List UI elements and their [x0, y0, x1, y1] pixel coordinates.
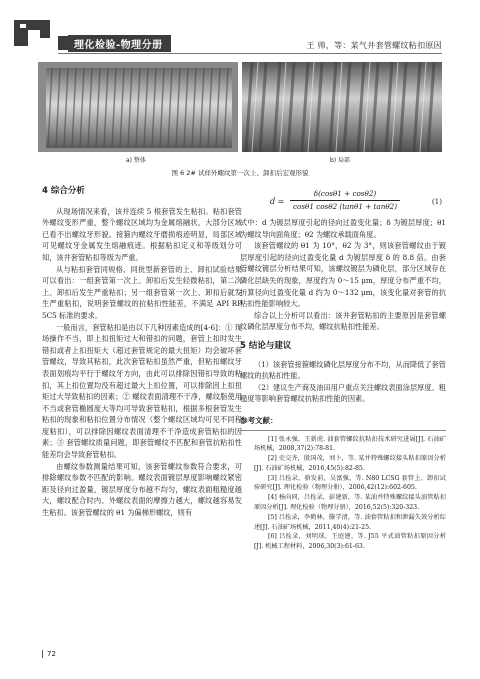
- page-number: 72: [42, 650, 56, 658]
- paragraph: 从与粘扣套管同规格、同批型新套管的上、卸扣试验结果可以看出：一组套管第一次上、卸扣后发生轻微粘扣，第二次上、卸扣后发生严重粘扣；另一组套管第一次上、卸扣后就发生严重粘扣，说明套管螺纹的抗粘扣性能差，不满足 API RP 5C5 标准的要求。: [42, 264, 242, 320]
- reference-item: [3] 吕拴录，骆发前，吴富强，等. N80 LCSG 套管上、卸扣试验研究[J]. 理化检验（物理分册），2006,42(12):602-605.: [254, 474, 446, 492]
- references-rule: [240, 430, 446, 431]
- conclusion-item: （1）该套管接箍螺纹磷化层厚度分布不均，从而降低了套管螺纹的抗粘扣性能。: [240, 359, 446, 381]
- references-title: 参考文献：: [240, 415, 278, 425]
- reference-item: [6] 吕拴录，刘明球，王庭建，等. J55 平式油管粘扣原因分析[J]. 机械工程材料，2006,30(3):61-63.: [254, 533, 446, 551]
- subcaption-a: a) 整体: [126, 157, 146, 164]
- subcaption-b: b) 局部: [330, 157, 351, 164]
- paragraph: 式中：d 为镀层厚度引起的径向过盈变化量；δ 为镀层厚度；θ1 为螺纹导向面角度；θ2 为螺纹承载面角度。: [240, 218, 446, 239]
- journal-logo-icon: [14, 16, 58, 50]
- reference-item: [1] 张永强，王新虎. 油套管螺纹抗粘扣技术研究进展[J]. 石油矿场机械，2008,37(2):78-81.: [254, 435, 446, 453]
- left-column: [42, 186, 242, 519]
- reference-item: [5] 吕拴录，李鹤林，滕学清，等. 油套管粘扣和泄漏失效分析综述[J]. 石油矿场机械，2011,40(4):21-25.: [254, 513, 446, 531]
- equation-fraction: [290, 188, 400, 212]
- section-4-title: 4 综合分析: [42, 186, 85, 196]
- equation-lhs: d =: [270, 197, 285, 206]
- right-column: [240, 188, 446, 552]
- section-5-title: 5 结论与建议: [240, 340, 292, 351]
- equation-numerator: δ(cosθ1 + cosθ2): [290, 188, 400, 201]
- paragraph: 一般而言，套管粘扣是由以下几种因素造成的[4-6]：① 现场操作不当，即上扣扭矩过大和错扣的问题，套管上扣时发生错扣或者上扣扭矩大（超过套管规定的最大扭矩）均会破坏套管螺纹，导致其粘扣，此次套管粘扣虽然严重，但粘扣螺纹牙表面划痕均平行于螺纹牙方向，由此可以排除因错扣导致的粘扣，其上扣位置均没有超过最大上扣位置，可以排除因上扣扭矩过大导致粘扣的因素；② 螺纹表面清理不干净，螺纹脂使用不当或套管椭圆度大等均可导致套管粘扣，根据多根套管发生粘扣的现象和粘扣位置分布情况（整个螺纹区域均可见不同程度粘扣），可以排除因螺纹表面清理不干净造成套管粘扣的因素；③ 套管螺纹质量问题，即套管螺纹不匹配和套管抗粘扣性能差均会导致套管粘扣。: [42, 322, 242, 460]
- journal-logo-text: 理化检验-物理分册: [68, 35, 171, 52]
- thread-whole-image: [38, 62, 238, 152]
- equation-number: (1): [431, 197, 442, 206]
- photo-whole-thread: [38, 62, 238, 152]
- reference-item: [2] 史交齐，殷国茂，刘卜，等. 某井特殊螺纹接头粘扣原因分析[J]. 石油矿场机械，2016,45(5):82-85.: [254, 455, 446, 472]
- paragraph: 由螺纹参数测量结果可知，该套管螺纹参数符合要求，可排除螺纹参数不匹配的影响。螺纹表面镀层厚度影响螺纹紧密距及径向过盈量，镀层厚度分布越不均匀，螺纹表面粗糙度越大，螺纹配合时内、外螺纹表面的摩擦力越大，螺纹越容易发生粘扣。该套管螺纹的 θ1 为偏梯形螺纹，则有: [42, 461, 242, 518]
- reference-item: [4] 杨向同，吕拴录，彭建新，等. 某油井特殊螺纹接头油管粘扣原因分析[J]. 理化检验（物理分册），2016,52(5):320-323.: [254, 494, 446, 512]
- photo-local-detail: [242, 62, 442, 152]
- equation-denominator: cosθ1 cosθ2 (tanθ1 + tanθ2): [292, 202, 398, 211]
- running-title: 王 帅，等：某气井套管螺纹粘扣原因: [306, 41, 442, 50]
- header-rule: [58, 53, 442, 54]
- equation-1: [240, 188, 446, 214]
- paragraph: 从现场情况来看，该井连续 5 根套管发生粘扣。粘扣套管外螺纹变形严重，整个螺纹区域均为金属熔融状，大部分区域已看不出螺纹牙形貌。接箍内螺纹牙磨损痕迹明显，局部区域可见螺纹牙金属发生熔融痕迹。根据粘扣定义和等级划分可知，该井套管粘扣等级为严重。: [42, 206, 242, 262]
- figure-6: [38, 62, 442, 152]
- paragraph: 综合以上分析可以看出：该井套管粘扣的主要原因是套管螺纹磷化层厚度分布不均，螺纹抗粘扣性能差。: [240, 310, 446, 332]
- page-header: [0, 0, 480, 58]
- conclusion-item: （2）建议生产商及油田用户重点关注螺纹表面涂层厚度、粗糙度等影响套管螺纹抗粘扣性能的因素。: [240, 382, 446, 404]
- paragraph: 该套管螺纹的 θ1 为 10°，θ2 为 3°，则该套管螺纹由于镀层厚度引起的径向过盈变化量 d 为镀层厚度 δ 的 8.8 倍。由套管螺纹镀层分析结果可知，该螺纹镀层为磷化层，部分区域存在磷化层缺失的现象，厚度约为 0～15 μm，厚度分布严重不均，折算径向过盈变化量 d 约为 0～132 μm，该变化量对套管的抗粘扣性能影响较大。: [240, 241, 446, 309]
- figure-caption: 图 6 2# 试样外螺纹第一次上、卸扣后宏观形貌: [171, 169, 309, 177]
- thread-local-image: [242, 62, 442, 152]
